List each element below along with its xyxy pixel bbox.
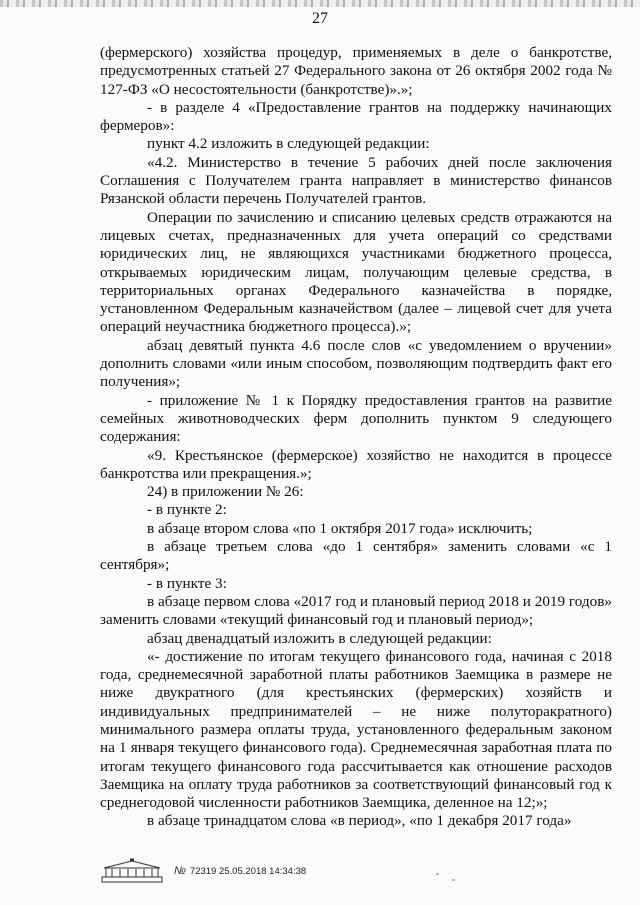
stamp-id-datetime: 72319 25.05.2018 14:34:38: [189, 866, 307, 877]
paragraph: в абзаце втором слова «по 1 октября 2017 года» исключить;: [147, 519, 533, 537]
paragraph: «9. Крестьянское (фермерское) хозяйство не находится в процессе банкротства или прекращения.»;: [100, 446, 612, 482]
paragraph: - в разделе 4 «Предоставление грантов на поддержку начинающих фермеров»:: [100, 98, 612, 135]
paragraph: 24) в приложении № 26:: [147, 483, 304, 501]
scan-speck: [452, 879, 455, 881]
paragraph: Операции по зачислению и списанию целевых средств отражаются на лицевых счетах, предназначенных для учета операций со средствами юридических лиц, не являющихся участниками бюджетного процесса, открываемых юридическим лицам, получающим целевые средства, в территориальных органах Федерального казначейства в порядке, установленном Федеральным казначейством (далее – лицевой счет для учета операций неучастника бюджетного процесса).»;: [100, 208, 612, 336]
paragraph: пункт 4.2 изложить в следующей редакции:: [147, 135, 430, 153]
scan-speck: [436, 873, 439, 875]
paragraph: «4.2. Министерство в течение 5 рабочих дней после заключения Соглашения с Получателем гранта направляет в министерство финансов Рязанской области перечень Получателей грантов.: [100, 153, 612, 208]
paragraph: - в пункте 3:: [147, 574, 227, 592]
paragraph: в абзаце третьем слова «до 1 сентября» заменить словами «с 1 сентября»;: [100, 538, 612, 574]
paragraph: - приложение № 1 к Порядку предоставления грантов на развитие семейных животноводческих ферм дополнить пунктом 9 следующего содержания:: [100, 391, 612, 446]
paragraph: абзац девятый пункта 4.6 после слов «с уведомлением о вручении» дополнить словами «или иным способом, позволяющим подтвердить факт его получения»;: [100, 336, 612, 391]
page-number: 27: [312, 10, 328, 27]
stamp-number-symbol: №: [174, 865, 186, 877]
paragraph: «- достижение по итогам текущего финансового года, начиная с 2018 года, среднемесячной заработной платы работников Заемщика в размере не ниже двукратного (для крестьянских (фермерских) хозяйств и индивидуальных предпринимателей – не ниже полуторакратного) минимального размера оплаты труда, установленного федеральным законом на 1 января текущего финансового года). Среднемесячная заработная плата по итогам текущего финансового года рассчитывается как отношение расходов Заемщика на оплату труда работников за соответствующий финансовый год к среднегодовой численности работников Заемщика, деленное на 12;»;: [100, 647, 612, 812]
building-emblem-icon: [100, 858, 164, 884]
paragraph: (фермерского) хозяйства процедур, применяемых в деле о банкротстве, предусмотренных статьей 27 Федерального закона от 26 октября 2002 года № 127-ФЗ «О несостоятельности (банкротстве)».»;: [100, 44, 612, 98]
scan-edge-artifact: [0, 0, 640, 7]
paragraph: в абзаце тринадцатом слова «в период», «по 1 декабря 2017 года»: [147, 812, 572, 830]
registration-stamp: [100, 858, 306, 884]
paragraph: - в пункте 2:: [147, 501, 227, 519]
stamp-text: [174, 865, 306, 877]
paragraph: в абзаце первом слова «2017 год и плановый период 2018 и 2019 годов» заменить словами «текущий финансовый год и плановый период»;: [100, 592, 612, 629]
document-body: [100, 44, 612, 831]
paragraph: абзац двенадцатый изложить в следующей редакции:: [147, 629, 492, 647]
